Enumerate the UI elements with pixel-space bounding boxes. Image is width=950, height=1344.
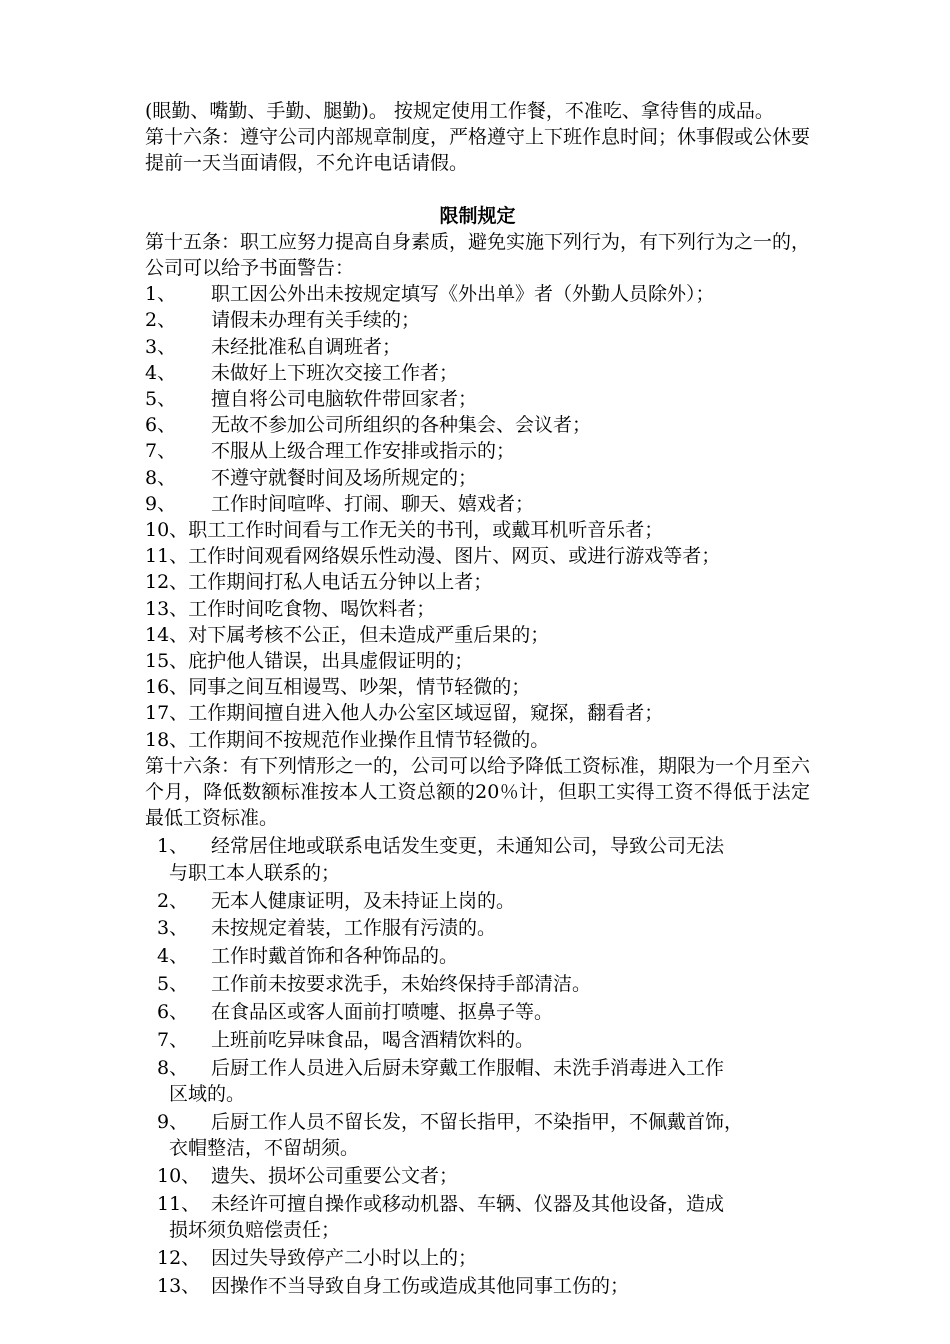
list-item-text: 无故不参加公司所组织的各种集会、会议者； bbox=[211, 414, 592, 437]
list-item-text: 工作期间打私人电话五分钟以上者； bbox=[188, 571, 493, 594]
list-item bbox=[145, 1027, 810, 1053]
list-item-number: 6、 bbox=[157, 1001, 189, 1024]
list-item bbox=[145, 569, 810, 595]
list-item bbox=[145, 360, 810, 386]
list-item-number: 6、 bbox=[145, 414, 177, 437]
list-item-number: 8、 bbox=[157, 1056, 189, 1079]
list-item bbox=[145, 1055, 810, 1107]
list-item-number: 5、 bbox=[145, 388, 177, 411]
list-item-number: 7、 bbox=[157, 1029, 189, 1052]
list-item-text-wrap bbox=[211, 971, 810, 997]
list-item-text: 工作时间观看网络娱乐性动漫、图片、网页、或进行游戏等者； bbox=[188, 545, 721, 568]
list-item bbox=[145, 438, 810, 464]
list-item-number: 9、 bbox=[157, 1111, 189, 1134]
document-page bbox=[145, 98, 810, 1301]
list-item-text: 未经批准私自调班者； bbox=[211, 335, 402, 358]
list-item-number: 11、 bbox=[145, 545, 189, 568]
list-item-number: 17、 bbox=[145, 702, 189, 725]
list-item bbox=[145, 543, 810, 569]
list-item-text-wrap bbox=[211, 943, 810, 969]
list-item bbox=[145, 648, 810, 674]
list-item bbox=[145, 971, 810, 997]
list-item-number: 14、 bbox=[145, 623, 189, 646]
list-item bbox=[145, 465, 810, 491]
list-item-number: 4、 bbox=[145, 361, 177, 384]
list-item-text: 未按规定着装，工作服有污渍的。 bbox=[211, 917, 497, 940]
list-item-text: 工作时间喧哗、打闹、聊天、嬉戏者； bbox=[211, 492, 535, 515]
list-item-text: 经常居住地或联系电话发生变更，未通知公司，导致公司无法 bbox=[211, 835, 725, 858]
list-item bbox=[145, 307, 810, 333]
list-item-text: 不服从上级合理工作安排或指示的； bbox=[211, 440, 516, 463]
list-item-number: 2、 bbox=[145, 309, 177, 332]
list-item-number: 1、 bbox=[157, 835, 189, 858]
list-item-text: 请假未办理有关手续的； bbox=[211, 309, 421, 332]
list-item-number: 4、 bbox=[157, 945, 189, 968]
list-item-text: 对下属考核不公正，但未造成严重后果的； bbox=[188, 623, 550, 646]
list-item-text: 庇护他人错误，出具虚假证明的； bbox=[188, 650, 474, 673]
list-item bbox=[145, 281, 810, 307]
list-item-text: 无本人健康证明，及未持证上岗的。 bbox=[211, 889, 516, 912]
list-item-text: 未经许可擅自操作或移动机器、车辆、仪器及其他设备，造成 bbox=[211, 1193, 725, 1215]
list-item-number: 16、 bbox=[145, 676, 189, 699]
list-item-number: 13、 bbox=[145, 597, 189, 620]
list-item-text: 工作期间擅自进入他人办公室区域逗留，窥探，翻看者； bbox=[188, 702, 664, 725]
list-item-number: 11、 bbox=[157, 1193, 201, 1215]
list-item-text: 因过失导致停产二小时以上的； bbox=[211, 1247, 478, 1270]
list-item bbox=[145, 1191, 810, 1243]
list-item-text: 擅自将公司电脑软件带回家者； bbox=[211, 388, 478, 411]
list-item-text-wrap bbox=[211, 1163, 810, 1189]
list-item-text: 在食品区或客人面前打喷嚏、抠鼻子等。 bbox=[211, 1001, 554, 1024]
list-item bbox=[145, 700, 810, 726]
list-item-text: 工作期间不按规范作业操作且情节轻微的。 bbox=[188, 728, 550, 751]
list-item bbox=[145, 915, 810, 941]
list-item bbox=[145, 833, 810, 885]
list-item-text: 未做好上下班次交接工作者； bbox=[211, 361, 459, 384]
list-item-text: 职工因公外出未按规定填写《外出单》者（外勤人员除外）； bbox=[211, 283, 715, 306]
list-item-text-wrap bbox=[211, 915, 810, 941]
list-item-text: 职工工作时间看与工作无关的书刊，或戴耳机听音乐者； bbox=[188, 519, 664, 542]
list-item-text-wrap bbox=[211, 1027, 810, 1053]
list-item-number: 12、 bbox=[157, 1247, 201, 1270]
list-item-text: 后厨工作人员不留长发，不留长指甲，不染指甲，不佩戴首饰， bbox=[211, 1111, 744, 1134]
list-item bbox=[145, 999, 810, 1025]
article-16-list bbox=[145, 833, 810, 1299]
list-item-continuation: 区域的。 bbox=[169, 1083, 246, 1106]
list-item-text-wrap bbox=[211, 1191, 810, 1217]
list-item-number: 9、 bbox=[145, 492, 177, 515]
list-item-text-wrap bbox=[211, 888, 810, 914]
list-item-number: 3、 bbox=[145, 335, 177, 358]
list-item-number: 15、 bbox=[145, 650, 189, 673]
list-item-text: 同事之间互相谩骂、吵架，情节轻微的； bbox=[188, 676, 531, 699]
list-item-number: 1、 bbox=[145, 283, 177, 306]
list-item-text: 遗失、损坏公司重要公文者； bbox=[211, 1165, 459, 1188]
list-item bbox=[145, 1109, 810, 1161]
list-item-text-wrap bbox=[211, 833, 810, 859]
list-item-number: 8、 bbox=[145, 466, 177, 489]
list-item bbox=[145, 943, 810, 969]
list-item bbox=[145, 727, 810, 753]
article-15-text: 第十五条：职工应努力提高自身素质，避免实施下列行为，有下列行为之一的，公司可以给予书面警告： bbox=[145, 230, 811, 280]
list-item-text: 后厨工作人员进入后厨未穿戴工作服帽、未洗手消毒进入工作 bbox=[211, 1056, 725, 1079]
list-item bbox=[145, 386, 810, 412]
article-15-list bbox=[145, 281, 810, 753]
list-item bbox=[145, 491, 810, 517]
intro-paragraph-1: (眼勤、嘴勤、手勤、腿勤)。 按规定使用工作餐，不准吃、拿待售的成品。 bbox=[145, 100, 774, 122]
list-item-number: 13、 bbox=[157, 1274, 201, 1297]
list-item bbox=[145, 596, 810, 622]
list-item bbox=[145, 1163, 810, 1189]
list-item-text-wrap bbox=[211, 1245, 810, 1271]
list-item-text-wrap bbox=[211, 1273, 810, 1299]
list-item-number: 5、 bbox=[157, 973, 189, 996]
list-item bbox=[145, 1245, 810, 1271]
list-item-text: 工作时戴首饰和各种饰品的。 bbox=[211, 945, 459, 968]
list-item-text: 不遵守就餐时间及场所规定的； bbox=[211, 466, 478, 489]
list-item bbox=[145, 888, 810, 914]
list-item-text: 上班前吃异味食品，喝含酒精饮料的。 bbox=[211, 1029, 535, 1052]
list-item bbox=[145, 517, 810, 543]
list-item-number: 10、 bbox=[145, 519, 189, 542]
list-item-continuation: 衣帽整洁，不留胡须。 bbox=[169, 1137, 360, 1160]
list-item-text: 因操作不当导致自身工伤或造成其他同事工伤的； bbox=[211, 1274, 630, 1297]
list-item bbox=[145, 622, 810, 648]
list-item-text: 工作时间吃食物、喝饮料者； bbox=[188, 597, 436, 620]
intro-paragraph-2: 第十六条：遵守公司内部规章制度，严格遵守上下班作息时间；休事假或公休要提前一天当面请假，不允许电话请假。 bbox=[145, 126, 811, 175]
list-item bbox=[145, 334, 810, 360]
list-item bbox=[145, 412, 810, 438]
list-item-text-wrap bbox=[211, 999, 810, 1025]
list-item-continuation: 与职工本人联系的； bbox=[169, 861, 341, 884]
section-title: 限制规定 bbox=[439, 204, 516, 227]
list-item-number: 12、 bbox=[145, 571, 189, 594]
list-item-number: 2、 bbox=[157, 889, 189, 912]
list-item-text-wrap bbox=[211, 1109, 810, 1135]
list-item bbox=[145, 1273, 810, 1299]
list-item bbox=[145, 674, 810, 700]
list-item-number: 10、 bbox=[157, 1165, 201, 1188]
list-item-text-wrap bbox=[211, 1055, 810, 1081]
list-item-number: 18、 bbox=[145, 728, 189, 751]
article-16-text: 第十六条：有下列情形之一的，公司可以给予降低工资标准，期限为一个月至六个月，降低数额标准按本人工资总额的20％计，但职工实得工资不得低于法定最低工资标准。 bbox=[145, 754, 811, 830]
list-item-number: 3、 bbox=[157, 917, 189, 940]
list-item-number: 7、 bbox=[145, 440, 177, 463]
list-item-continuation: 损坏须负赔偿责任； bbox=[169, 1219, 341, 1242]
list-item-text: 工作前未按要求洗手，未始终保持手部清洁。 bbox=[211, 973, 592, 996]
